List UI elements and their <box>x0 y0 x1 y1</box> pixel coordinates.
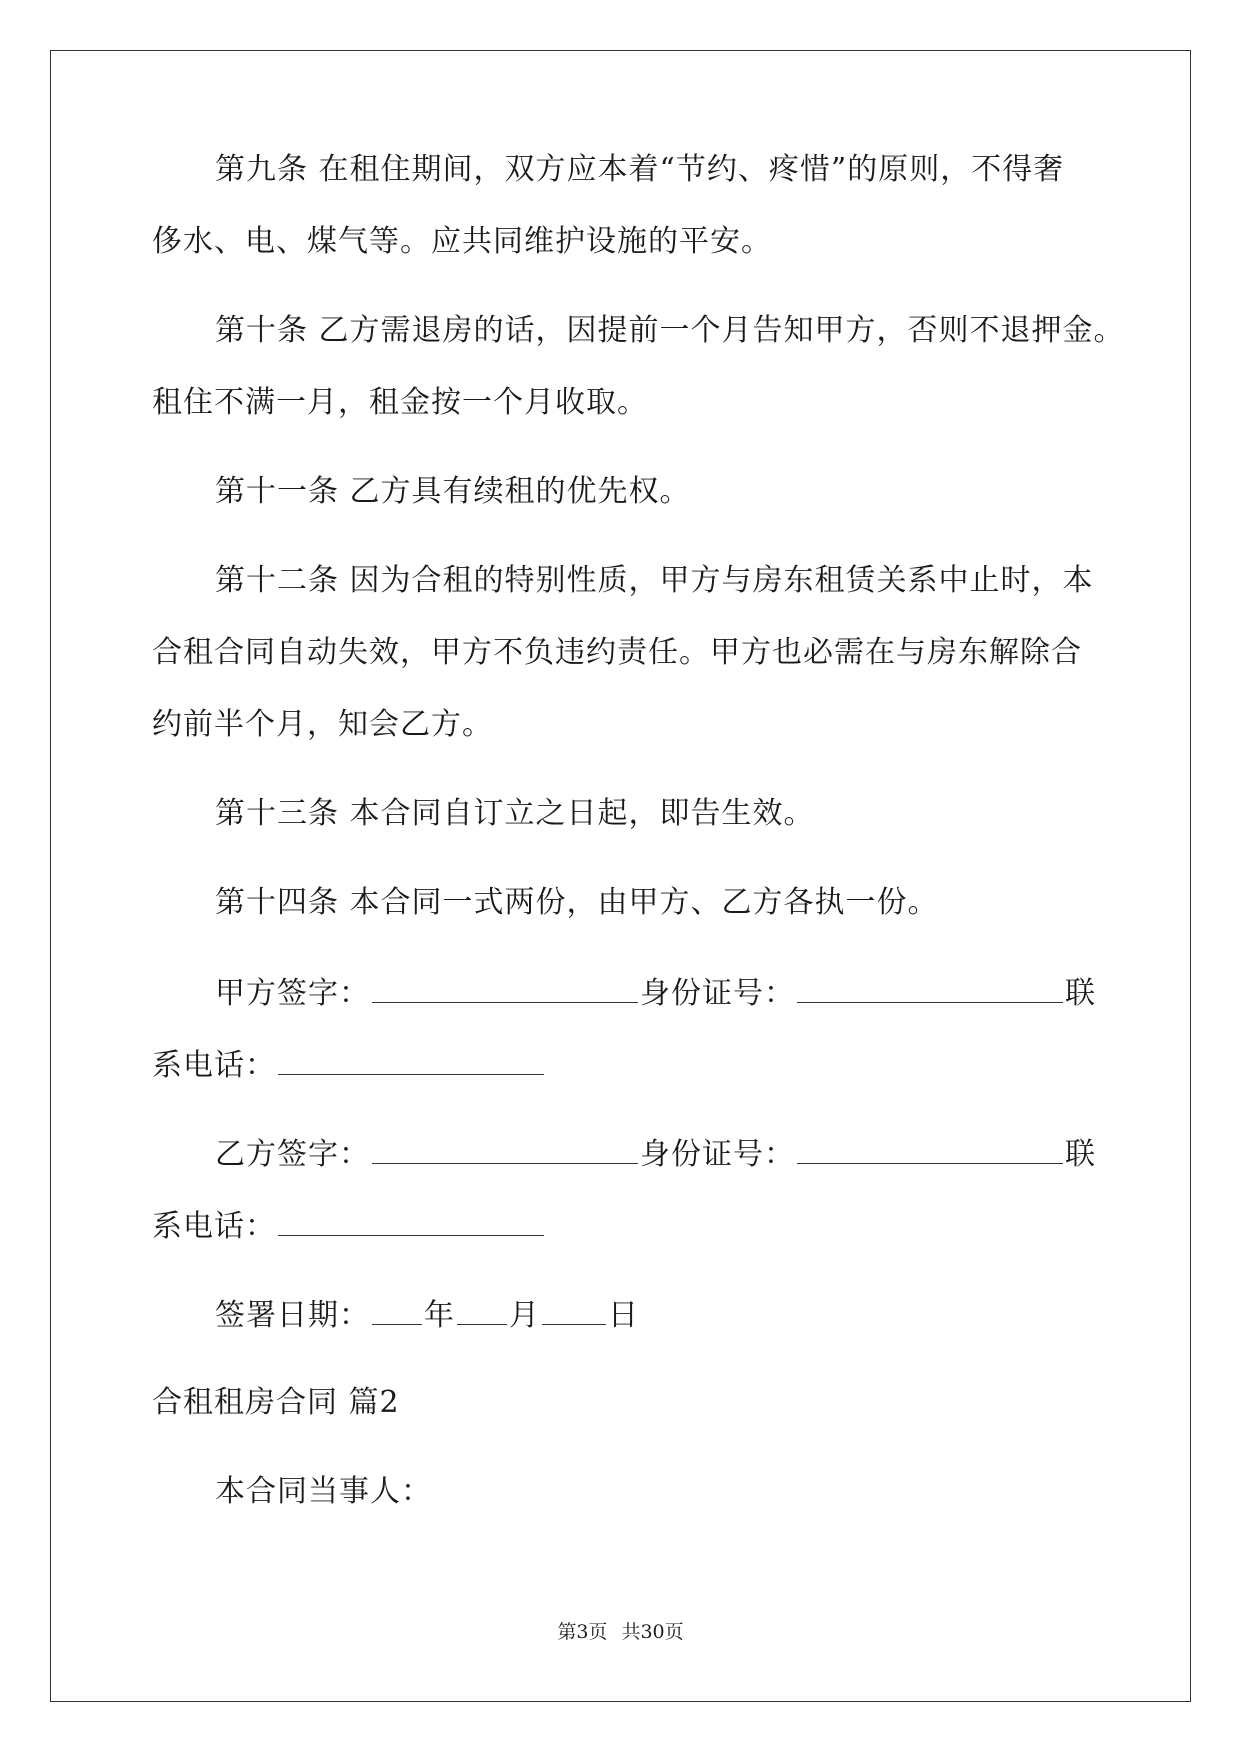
party-a-phone-label: 系电话： <box>152 1048 276 1083</box>
page-frame <box>50 50 1191 1702</box>
party-b-phone-row <box>152 1205 546 1247</box>
party-b-phone-field[interactable] <box>278 1205 544 1236</box>
party-a-id-label: 身份证号： <box>640 976 795 1011</box>
party-b-signature-row <box>215 1133 1096 1175</box>
clause-9-line-1: 第九条 在租住期间，双方应本着“节约、疼惜”的原则，不得奢 <box>215 152 1065 187</box>
clause-14-line-1: 第十四条 本合同一式两份，由甲方、乙方各执一份。 <box>215 885 939 920</box>
day-field[interactable] <box>542 1294 606 1325</box>
party-a-id-field[interactable] <box>797 972 1063 1003</box>
month-field[interactable] <box>457 1294 507 1325</box>
party-a-phone-row <box>152 1044 546 1086</box>
page-number-current: 第3页 <box>557 1621 608 1643</box>
party-a-sign-label: 甲方签字： <box>215 976 370 1011</box>
clause-10-line-2: 租住不满一月，租金按一个月收取。 <box>152 385 648 420</box>
party-b-sign-field[interactable] <box>372 1133 638 1164</box>
parties-label: 本合同当事人： <box>215 1474 432 1509</box>
party-b-phone-label-start: 联 <box>1065 1137 1096 1172</box>
party-a-phone-field[interactable] <box>278 1044 544 1075</box>
signing-date-row <box>215 1294 639 1336</box>
clause-11-line-1: 第十一条 乙方具有续租的优先权。 <box>215 474 691 509</box>
party-b-sign-label: 乙方签字： <box>215 1137 370 1172</box>
date-label: 签署日期： <box>215 1298 370 1333</box>
party-b-id-field[interactable] <box>797 1133 1063 1164</box>
clause-12-line-1: 第十二条 因为合租的特别性质，甲方与房东租赁关系中止时，本 <box>215 563 1094 598</box>
party-a-signature-row <box>215 972 1096 1014</box>
party-a-phone-label-start: 联 <box>1065 976 1096 1011</box>
clause-13-line-1: 第十三条 本合同自订立之日起，即告生效。 <box>215 796 815 831</box>
year-field[interactable] <box>372 1294 422 1325</box>
page-number-total: 共30页 <box>621 1621 684 1643</box>
section-2-heading: 合租租房合同 篇2 <box>152 1385 400 1420</box>
year-label: 年 <box>424 1298 455 1333</box>
party-b-id-label: 身份证号： <box>640 1137 795 1172</box>
page-footer <box>0 1620 1241 1644</box>
day-label: 日 <box>608 1298 639 1333</box>
clause-9-line-2: 侈水、电、煤气等。应共同维护设施的平安。 <box>152 224 772 259</box>
clause-12-line-3: 约前半个月，知会乙方。 <box>152 707 493 742</box>
month-label: 月 <box>509 1298 540 1333</box>
party-b-phone-label: 系电话： <box>152 1209 276 1244</box>
party-a-sign-field[interactable] <box>372 972 638 1003</box>
clause-12-line-2: 合租合同自动失效，甲方不负违约责任。甲方也必需在与房东解除合 <box>152 635 1082 670</box>
clause-10-line-1: 第十条 乙方需退房的话，因提前一个月告知甲方，否则不退押金。 <box>215 313 1125 348</box>
